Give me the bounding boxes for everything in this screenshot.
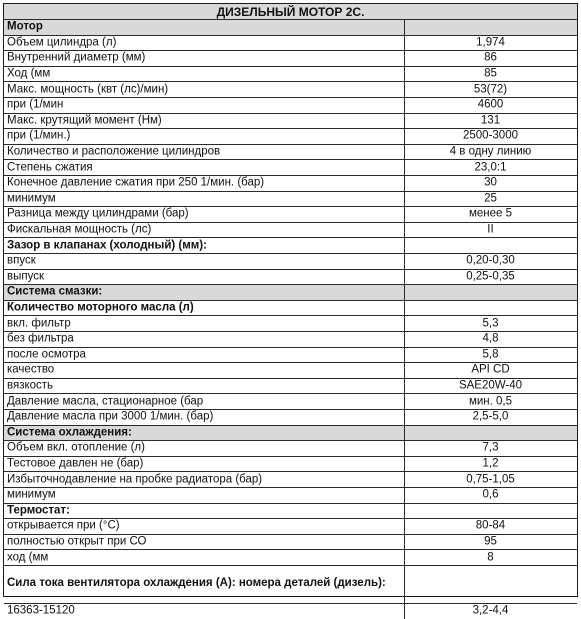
table-row <box>4 409 577 425</box>
row-label: полностью открыт при СО <box>7 535 147 548</box>
row-label: ход (мм <box>7 550 49 563</box>
table-row <box>4 518 577 534</box>
row-label: Давление масла, стационарное (бар <box>7 394 204 407</box>
row-value: 0,6 <box>482 488 499 501</box>
row-label: Термостат: <box>7 504 70 517</box>
row-label: Ход (мм <box>7 67 51 80</box>
table-row <box>4 331 577 347</box>
row-value: 23,0:1 <box>474 160 507 173</box>
row-label: Разница между цилиндрами (бар) <box>7 207 189 220</box>
row-value: 2,5-5,0 <box>472 410 509 423</box>
row-label: при (1/мин.) <box>7 129 71 142</box>
row-value: 53(72) <box>473 82 508 95</box>
row-label: Степень сжатия <box>7 160 93 173</box>
table-title: ДИЗЕЛЬНЫЙ МОТОР 2С. <box>216 4 365 19</box>
row-label: при (1/мин <box>7 98 64 111</box>
row-value: 86 <box>484 51 497 64</box>
subheader-row <box>4 237 577 253</box>
row-label: открывается при (°С) <box>7 519 120 532</box>
row-value: 0,75-1,05 <box>466 472 515 485</box>
section-header-row <box>4 284 577 300</box>
table-row <box>4 549 577 565</box>
table-row <box>4 113 577 129</box>
table-row <box>4 487 577 503</box>
row-value: 4600 <box>477 98 504 111</box>
table-row <box>4 347 577 363</box>
subheader-row <box>4 503 577 519</box>
row-value: 25 <box>484 192 497 205</box>
row-value: 5,3 <box>482 316 499 329</box>
row-value: 80-84 <box>475 519 506 532</box>
table-row <box>4 128 577 144</box>
table-row <box>4 471 577 487</box>
row-label: Макс. мощность (квт (лс)/мин) <box>7 82 169 95</box>
table-row <box>4 81 577 97</box>
row-label: 16363-15120 <box>7 604 75 617</box>
table-row <box>4 269 577 285</box>
row-value: 0,25-0,35 <box>466 270 515 283</box>
row-value: 0,20-0,30 <box>466 254 515 267</box>
table-row <box>4 50 577 66</box>
table-row <box>4 378 577 394</box>
table-row <box>4 191 577 207</box>
subheader-row <box>4 565 577 603</box>
row-label: качество <box>7 363 55 376</box>
row-label: Количество и расположение цилиндров <box>7 145 221 158</box>
table-row <box>4 175 577 191</box>
row-label: Избыточнодавление на пробке радиатора (бар) <box>7 472 263 485</box>
table-row <box>4 440 577 456</box>
row-value: 1,2 <box>482 457 499 470</box>
section-header-row <box>4 19 577 35</box>
row-label: Система охлаждения: <box>7 426 132 439</box>
table-row <box>4 159 577 175</box>
table-row <box>4 603 577 619</box>
row-label: Сила тока вентилятора охлаждения (А): номера деталей (дизель): <box>7 577 386 589</box>
row-label: Объем цилиндра (л) <box>7 36 117 49</box>
row-value: 1,974 <box>476 36 505 49</box>
row-label: Количество моторного масла (л) <box>7 301 194 314</box>
row-value: мин. 0,5 <box>468 394 513 407</box>
row-label: Мотор <box>7 20 43 33</box>
row-value: II <box>487 223 494 236</box>
row-label: Макс. крутящий момент (Нм) <box>7 114 162 127</box>
table-row <box>4 97 577 113</box>
row-label: Тестовое давлен не (бар) <box>7 457 144 470</box>
row-value: 2500-3000 <box>463 129 518 142</box>
row-value: SAE20W-40 <box>458 379 523 392</box>
row-label: вязкость <box>7 379 54 392</box>
row-label: Зазор в клапанах (холодный) (мм): <box>7 238 207 251</box>
row-value: 85 <box>484 67 497 80</box>
row-label: Внутренний диаметр (мм) <box>7 51 146 64</box>
table-row <box>4 206 577 222</box>
table-row <box>4 222 577 238</box>
row-value: 4 в одну линию <box>449 145 532 158</box>
row-label: после осмотра <box>7 348 86 361</box>
row-value: 4,8 <box>482 332 499 345</box>
row-label: выпуск <box>7 270 45 283</box>
table-title-row <box>4 4 577 19</box>
row-label: Система смазки: <box>7 285 103 298</box>
row-label: вкл. фильтр <box>7 316 71 329</box>
row-label: минимум <box>7 192 56 205</box>
row-value: 5,8 <box>482 348 499 361</box>
table-row <box>4 144 577 160</box>
row-label: Давление масла при 3000 1/мин. (бар) <box>7 410 214 423</box>
row-value: 8 <box>487 550 494 563</box>
row-label: Конечное давление сжатия при 250 1/мин. (бар) <box>7 176 265 189</box>
row-value: API CD <box>471 363 510 376</box>
row-value: 95 <box>484 535 497 548</box>
column-divider <box>404 19 405 619</box>
row-value: 131 <box>480 114 501 127</box>
row-value: 3,2-4,4 <box>472 604 509 617</box>
spec-table <box>3 3 578 617</box>
table-row <box>4 456 577 472</box>
row-value: 7,3 <box>482 441 499 454</box>
row-label: минимум <box>7 488 56 501</box>
table-row <box>4 253 577 269</box>
row-label: Объем вкл. отопление (л) <box>7 441 145 454</box>
table-row <box>4 66 577 82</box>
table-row <box>4 362 577 378</box>
row-value: менее 5 <box>468 207 513 220</box>
row-label: без фильтра <box>7 332 74 345</box>
table-row <box>4 315 577 331</box>
subheader-row <box>4 300 577 316</box>
row-label: Фискальная мощность (лс) <box>7 223 152 236</box>
table-row <box>4 534 577 550</box>
section-header-row <box>4 425 577 441</box>
table-row <box>4 393 577 409</box>
table-row <box>4 35 577 51</box>
row-value: 30 <box>484 176 497 189</box>
row-label: впуск <box>7 254 36 267</box>
